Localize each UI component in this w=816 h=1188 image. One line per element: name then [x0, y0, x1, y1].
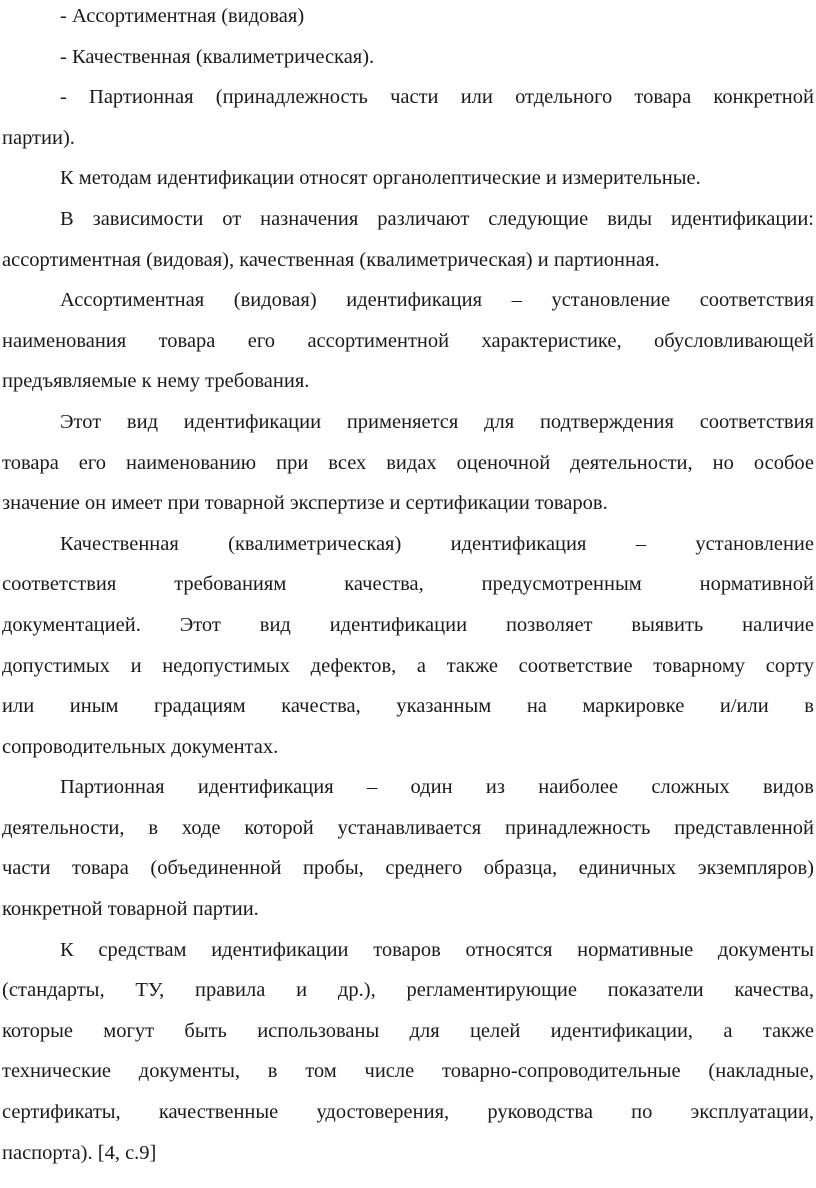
- text-line: Партионная идентификация – один из наиболее сложных видов: [60, 776, 814, 799]
- text-line: ассортиментная (видовая), качественная (квалиметрическая) и партионная.: [2, 248, 660, 271]
- text-line: Этот вид идентификации применяется для подтверждения соответствия: [60, 410, 814, 433]
- text-line: Ассортиментная (видовая) идентификация – установление соответствия: [60, 289, 814, 312]
- text-line: товара его наименованию при всех видах оценочной деятельности, но особое: [2, 451, 814, 474]
- text-line: К средствам идентификации товаров относятся нормативные документы: [60, 938, 814, 961]
- paragraph-assortment-identification: [2, 280, 814, 402]
- text-line: сопроводительных документах.: [2, 735, 279, 758]
- list-item: - Качественная (квалиметрическая).: [60, 45, 375, 68]
- text-line: К методам идентификации относят органолептические и измерительные.: [60, 167, 701, 190]
- paragraph-methods: [2, 158, 814, 199]
- text-line: которые могут быть использованы для целей идентификации, а также: [2, 1019, 814, 1042]
- text-line: технические документы, в том числе товарно-сопроводительные (накладные,: [2, 1060, 814, 1083]
- text-line: допустимых и недопустимых дефектов, а также соответствие товарному сорту: [2, 654, 814, 677]
- paragraph-quality-identification: [2, 524, 814, 768]
- paragraph-types: [2, 199, 814, 280]
- paragraph-batch-identification: [2, 767, 814, 929]
- text-line: документацией. Этот вид идентификации позволяет выявить наличие: [2, 613, 814, 636]
- text-line: (стандарты, ТУ, правила и др.), регламентирующие показатели качества,: [2, 979, 814, 1002]
- text-line: наименования товара его ассортиментной характеристике, обусловливающей: [2, 329, 814, 352]
- paragraph-usage: [2, 402, 814, 524]
- text-line: - Партионная (принадлежность части или отдельного товара конкретной: [60, 86, 814, 109]
- text-line: соответствия требованиям качества, предусмотренным нормативной: [2, 573, 814, 596]
- text-line: конкретной товарной партии.: [2, 898, 259, 921]
- paragraph-means-of-identification: [2, 930, 814, 1174]
- text-line: паспорта). [4, с.9]: [2, 1141, 157, 1164]
- text-line: значение он имеет при товарной экспертизе и сертификации товаров.: [2, 492, 608, 515]
- paragraph-partion-list: [2, 77, 814, 158]
- text-line: части товара (объединенной пробы, среднего образца, единичных экземпляров): [2, 857, 814, 880]
- text-line: Качественная (квалиметрическая) идентификация – установление: [60, 532, 814, 555]
- text-line: или иным градациям качества, указанным на маркировке и/или в: [2, 695, 814, 718]
- text-line: В зависимости от назначения различают следующие виды идентификации:: [60, 207, 814, 230]
- text-line: предъявляемые к нему требования.: [2, 370, 310, 393]
- list-item: - Ассортиментная (видовая): [60, 5, 305, 27]
- text-line: деятельности, в ходе которой устанавливается принадлежность представленной: [2, 816, 814, 839]
- text-line: партии).: [2, 126, 75, 149]
- text-line: сертификаты, качественные удостоверения, руководства по эксплуатации,: [2, 1101, 814, 1124]
